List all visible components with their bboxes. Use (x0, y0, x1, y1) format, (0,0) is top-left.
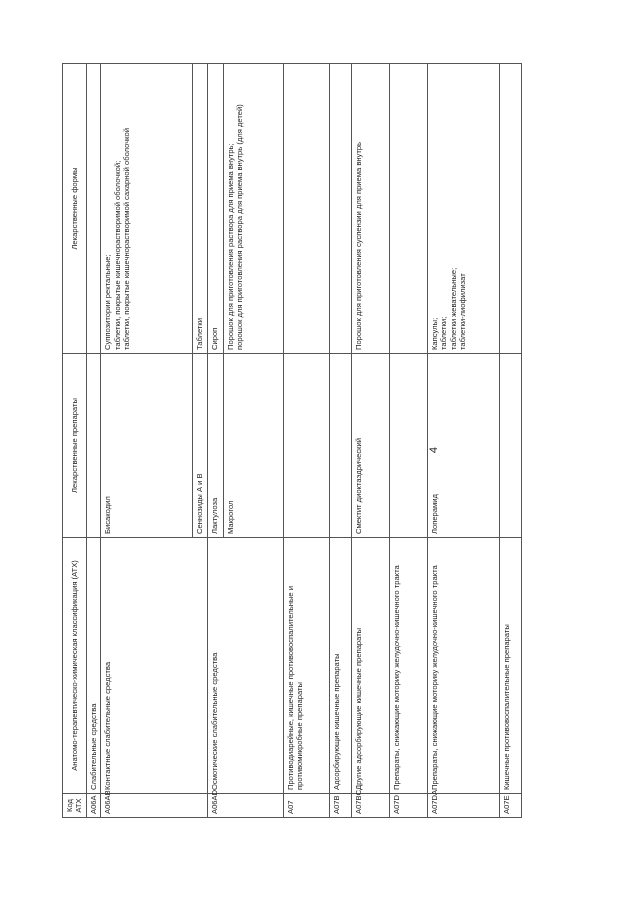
cell-forms (101, 64, 193, 354)
cell-atc: Препараты, снижающие моторику желудочно-кишечного тракта (427, 538, 499, 794)
cell-drug (329, 354, 351, 538)
cell-drug (86, 354, 100, 538)
cell-code: A07D (389, 794, 427, 818)
cell-forms: Сироп (207, 64, 223, 354)
form-line: порошок для приготовления раствора для приема внутрь (для детей) (235, 104, 245, 350)
cell-drug (389, 354, 427, 538)
cell-drug: Лоперамид (427, 354, 499, 538)
cell-atc: Контактные слабительные средства (101, 538, 207, 794)
cell-drug: Сеннозиды А и В (193, 354, 207, 538)
cell-atc: Кишечные противовоспалительные препараты (499, 538, 521, 794)
table-row (499, 64, 521, 818)
table-header-row (63, 64, 87, 818)
table-row (283, 64, 329, 818)
cell-forms (86, 64, 100, 354)
cell-drug: Лактулоза (207, 354, 223, 538)
cell-atc: Препараты, снижающие моторику желудочно-кишечного тракта (389, 538, 427, 794)
table-row (389, 64, 427, 818)
cell-drug: Смектит диоктаэдрический (351, 354, 389, 538)
cell-atc: Слабительные средства (86, 538, 100, 794)
cell-drug: Бисакодил (101, 354, 193, 538)
cell-atc: Адсорбирующие кишечные препараты (329, 538, 351, 794)
page-number: 4 (428, 446, 440, 454)
cell-code: A07B (329, 794, 351, 818)
table-row (101, 64, 193, 818)
table-row (86, 64, 100, 818)
header-forms: Лекарственные формы (63, 64, 87, 354)
cell-code: A07 (283, 794, 329, 818)
cell-forms (389, 64, 427, 354)
cell-atc: Осмотические слабительные средства (207, 538, 283, 794)
cell-forms (499, 64, 521, 354)
cell-drug: Макрогол (223, 354, 283, 538)
cell-forms: Порошок для приготовления суспензии для приема внутрь (351, 64, 389, 354)
cell-code: A07E (499, 794, 521, 818)
cell-code: A07BC (351, 794, 389, 818)
form-line: Порошок для приготовления раствора для приема внутрь; (225, 143, 235, 350)
header-atc: Анатомо-терапевтическо-химическая классификация (АТХ) (63, 538, 87, 794)
cell-forms (427, 64, 499, 354)
header-drug: Лекарственные препараты (63, 354, 87, 538)
cell-atc: Другие адсорбирующие кишечные препараты (351, 538, 389, 794)
cell-drug (283, 354, 329, 538)
form-line: Капсулы; (429, 317, 439, 350)
header-code: Код АТХ (63, 794, 87, 818)
cell-code: A06AD (207, 794, 283, 818)
atc-table (62, 63, 522, 818)
cell-drug (499, 354, 521, 538)
form-line: таблетки, покрытые кишечнорастворимой сахарной оболочкой (122, 127, 132, 350)
table-row (329, 64, 351, 818)
cell-forms (329, 64, 351, 354)
table-row (427, 64, 499, 818)
cell-forms: Таблетки (193, 64, 207, 354)
form-line: таблетки, покрытые кишечнорастворимой оболочкой; (112, 160, 122, 350)
form-line: таблетки жевательные; (448, 267, 458, 350)
table-row (351, 64, 389, 818)
rotated-table-container (62, 64, 542, 818)
cell-code: A07DA (427, 794, 499, 818)
cell-forms (223, 64, 283, 354)
cell-code: A06A (86, 794, 100, 818)
table-row (207, 64, 223, 818)
cell-atc: Противодиарейные, кишечные противовоспалительные и противомикробные препараты (283, 538, 329, 794)
form-line: таблетки; (439, 316, 449, 350)
cell-forms (283, 64, 329, 354)
cell-code: A06AB (101, 794, 207, 818)
form-line: Суппозитории ректальные; (103, 254, 113, 350)
form-line: таблетки-лиофилизат (458, 273, 468, 350)
